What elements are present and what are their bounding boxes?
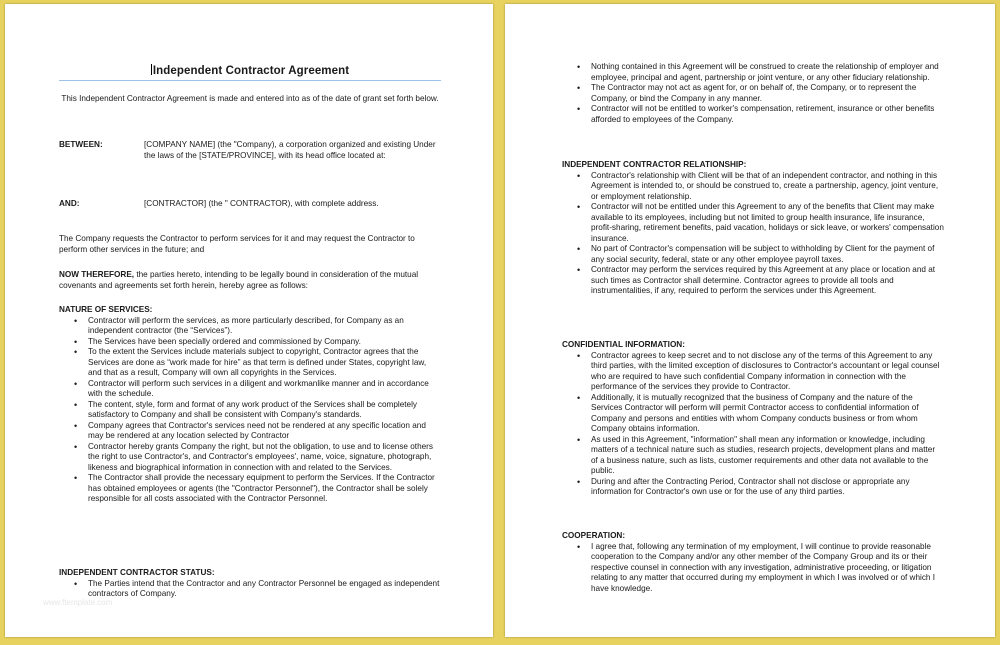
bullet-list: [562, 351, 944, 498]
section-nature-of-services: [59, 305, 441, 505]
list-item: • The Contractor may not act as agent for, or on behalf of, the Company, or to represent the Company, or bind the Company in any manner.: [591, 83, 944, 104]
section-heading: CONFIDENTIAL INFORMATION:: [562, 340, 685, 349]
bullet-list: [562, 542, 944, 595]
between-label: BETWEEN:: [59, 140, 103, 149]
section-contractor-status-continued: [562, 62, 944, 125]
section-heading: COOPERATION:: [562, 531, 626, 540]
list-item: • The content, style, form and format of any work product of the Services shall be completely satisfactory to Company and shall be consistent with Company's standards.: [88, 400, 441, 421]
document-page-1: [5, 4, 493, 637]
list-item: • Contractor will perform such services in a diligent and workmanlike manner and in accordance with the schedule.: [88, 379, 441, 400]
list-item: • The Contractor shall provide the necessary equipment to perform the Services. If the Contractor has obtained employees or agents (the "Contractor Personnel"), the Contractor shall be solely responsible for all costs associated with the Contractor Personnel.: [88, 473, 441, 505]
section-cooperation: [562, 531, 944, 594]
title-underline: [59, 80, 441, 81]
between-text: [COMPANY NAME] (the "Company), a corporation organized and existing Under the laws of the [STATE/PROVINCE], with its head office located at:: [144, 140, 436, 160]
intro-paragraph: This Independent Contractor Agreement is made and entered into as of the date of grant set forth below.: [61, 94, 439, 103]
text-cursor: [151, 64, 152, 75]
bullet-list: [562, 62, 944, 125]
document-title[interactable]: [59, 64, 441, 77]
list-item: • No part of Contractor's compensation will be subject to withholding by Client for the payment of any social security, federal, state or any other employee payroll taxes.: [591, 244, 944, 265]
list-item: • Additionally, it is mutually recognized that the business of Company and the nature of the Services Contractor will perform will permit Contractor access to confidential information of Company and persons and entities with whom Company conducts business or from whom Company obtains information.: [591, 393, 944, 435]
list-item: • Contractor will not be entitled under this Agreement to any of the benefits that Client may make available to its employees, including but not limited to group health insurance, life insurance, profit-sharing, retirement benefits, paid vacation, holidays or sick leave, or workers' compensation insurance.: [591, 202, 944, 244]
now-therefore-lead: NOW THEREFORE,: [59, 270, 135, 279]
watermark: www.ftemplate.com: [43, 598, 113, 607]
section-confidential-information: [562, 340, 944, 498]
list-item: • Contractor will perform the services, as more particularly described, for Company as an independent contractor (the “Services”).: [88, 316, 441, 337]
list-item: • Contractor will not be entitled to worker's compensation, retirement, insurance or other benefits afforded to employees of the Company.: [591, 104, 944, 125]
list-item: • To the extent the Services include materials subject to copyright, Contractor agrees that the Services are done as “work made for hire” as that term is defined under States, copyright law, and that as a result, Company will own all copyrights in the Services.: [88, 347, 441, 379]
and-text: [CONTRACTOR] (the " CONTRACTOR), with complete address.: [144, 199, 379, 208]
list-item: • Company agrees that Contractor's services need not be rendered at any specific location and may be rendered at any location selected by Contractor: [88, 421, 441, 442]
section-contractor-relationship: [562, 160, 944, 297]
list-item: • Contractor agrees to keep secret and to not disclose any of the terms of this Agreement to any third parties, with the limited exception of disclosures to Contractor's accountant or legal counsel who are required to have such confidential Company information in connection with the performance of the services they provide to Contractor.: [591, 351, 944, 393]
list-item: • During and after the Contracting Period, Contractor shall not disclose or appropriate any information for Contractor's own use or for the use of any third parties.: [591, 477, 944, 498]
bullet-list: [562, 171, 944, 297]
section-contractor-status: [59, 568, 441, 600]
document-page-2: [505, 4, 995, 637]
list-item: • The Parties intend that the Contractor and any Contractor Personnel be engaged as independent contractors of Company.: [88, 579, 441, 600]
section-heading: INDEPENDENT CONTRACTOR RELATIONSHIP:: [562, 160, 747, 169]
and-label: AND:: [59, 199, 80, 208]
list-item: • The Services have been specially ordered and commissioned by Company.: [88, 337, 441, 348]
section-heading: INDEPENDENT CONTRACTOR STATUS:: [59, 568, 215, 577]
document-title-text: Independent Contractor Agreement: [152, 65, 350, 77]
list-item: • As used in this Agreement, "information" shall mean any information or knowledge, including matters of a technical nature such as studies, research projects, development plans and matter of a business nature, such as lists, customer requirements and other data not available to the public.: [591, 435, 944, 477]
now-therefore-body: the parties hereto, intending to be legally bound in consideration of the mutual covenants and agreements set forth herein, hereby agree as follows:: [59, 270, 419, 290]
list-item: • Contractor may perform the services required by this Agreement at any place or location and at such times as Contractor shall determine. Contractor agrees to provide all tools and instrumentalities, if any, required to perform the services under this Agreement.: [591, 265, 944, 297]
list-item: • Contractor's relationship with Client will be that of an independent contractor, and nothing in this Agreement is intended to, or should be construed to, create a partnership, agency, joint venture, or employment relationship.: [591, 171, 944, 203]
request-paragraph: The Company requests the Contractor to perform services for it and may request the Contractor to perform other services in the future; and: [59, 234, 415, 254]
bullet-list: [59, 316, 441, 505]
bullet-list: [59, 579, 441, 600]
now-therefore-paragraph: [59, 270, 441, 291]
section-heading: NATURE OF SERVICES:: [59, 305, 153, 314]
list-item: • Contractor hereby grants Company the right, but not the obligation, to use and to license others the right to use Contractor's, and Contractor's employees', name, voice, signature, photograph, likeness and biographical information in connection with and related to the Services.: [88, 442, 441, 474]
list-item: • Nothing contained in this Agreement will be construed to create the relationship of employer and employee, principal and agent, partnership or joint venture, or any other fiduciary relationship.: [591, 62, 944, 83]
list-item: • I agree that, following any termination of my employment, I will continue to provide reasonable cooperation to the Company and/or any other member of the Company Group and its or their respective counsel in connection with any investigation, administrative proceeding, or litigation relating to any matter that occurred during my employment in which I was involved or of which I have knowledge.: [591, 542, 944, 595]
